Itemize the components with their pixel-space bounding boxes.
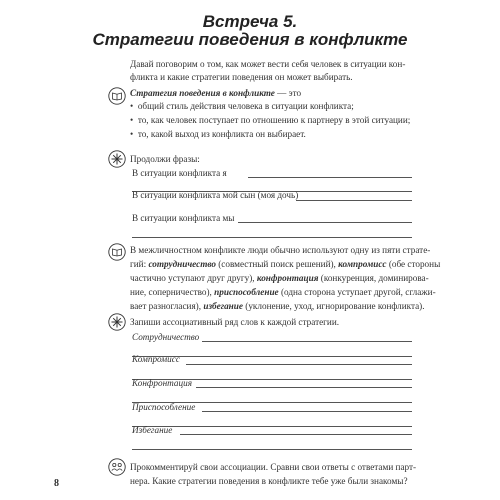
pencil-star-icon <box>108 150 126 168</box>
definition-term: Стратегия поведения в конфликте <box>130 88 275 98</box>
phrase-3-label: В ситуации конфликта мы <box>132 213 235 223</box>
phrase-2-answer-line[interactable] <box>296 200 412 201</box>
definition-dash: — это <box>274 88 302 98</box>
definition-bullet-1: • общий стиль действия человека в ситуации конфликта; <box>130 101 354 111</box>
intro-line-1: Давай поговорим о том, как может вести себя человек в ситуации кон- <box>130 59 406 69</box>
book-icon <box>108 87 126 105</box>
phrase-3-answer-line[interactable] <box>238 222 412 223</box>
phrase-1-label: В ситуации конфликта я <box>132 168 227 178</box>
page-number: 8 <box>54 478 59 489</box>
strategies-line-2: гий: сотрудничество (совместный поиск решений), компромисс (обе стороны <box>130 259 441 269</box>
definition-heading <box>130 87 301 100</box>
strategies-line-4: ние, соперничество), приспособление (одна сторона уступает другой, сглажи- <box>130 287 436 297</box>
pencil-star-icon <box>108 313 126 331</box>
strategies-line-3: частично уступают друг другу), конфронтация (конкуренция, доминирова- <box>130 273 429 283</box>
discussion-icon <box>108 458 126 476</box>
assoc-item-1: Сотрудничество <box>132 332 200 342</box>
assoc-item-3: Конфронтация <box>132 378 192 388</box>
strategies-line-5: вает разногласия), избегание (уклонение, уход, игнорирование конфликта). <box>130 301 425 311</box>
assoc-4-line[interactable] <box>202 411 412 412</box>
comment-line-2: нера. Какие стратегии поведения в конфликте тебе уже были знакомы? <box>130 476 408 486</box>
assoc-5-line-2[interactable] <box>132 449 412 450</box>
page-subtitle: Стратегии поведения в конфликте <box>92 30 408 49</box>
assoc-4-line-2[interactable] <box>132 426 412 427</box>
continue-prompt: Продолжи фразы: <box>130 154 200 164</box>
assoc-item-4: Приспособление <box>132 402 196 412</box>
assoc-5-line[interactable] <box>180 434 412 435</box>
assoc-item-2: Компромисс <box>132 354 180 364</box>
phrase-3-answer-line-2[interactable] <box>132 237 412 238</box>
comment-line-1: Прокомментируй свои ассоциации. Сравни свои ответы с ответами парт- <box>130 462 417 472</box>
assoc-3-line[interactable] <box>196 387 412 388</box>
phrase-2-label: В ситуации конфликта мой сын (моя дочь) <box>132 190 299 200</box>
assoc-prompt: Запиши ассоциативный ряд слов к каждой стратегии. <box>130 317 340 327</box>
assoc-1-line[interactable] <box>202 341 412 342</box>
book-icon <box>108 243 126 261</box>
definition-bullet-3: • то, какой выход из конфликта он выбирает. <box>130 129 306 139</box>
definition-bullet-2: • то, как человек поступает по отношению к партнеру в этой ситуации; <box>130 115 411 125</box>
assoc-2-line[interactable] <box>186 364 412 365</box>
strategies-line-1: В межличностном конфликте люди обычно используют одну из пяти страте- <box>130 245 431 255</box>
assoc-item-5: Избегание <box>132 425 173 435</box>
phrase-1-answer-line[interactable] <box>248 177 412 178</box>
intro-line-2: фликта и какие стратегии поведения он может выбирать. <box>130 72 353 82</box>
page-title: Встреча 5. <box>202 12 298 31</box>
